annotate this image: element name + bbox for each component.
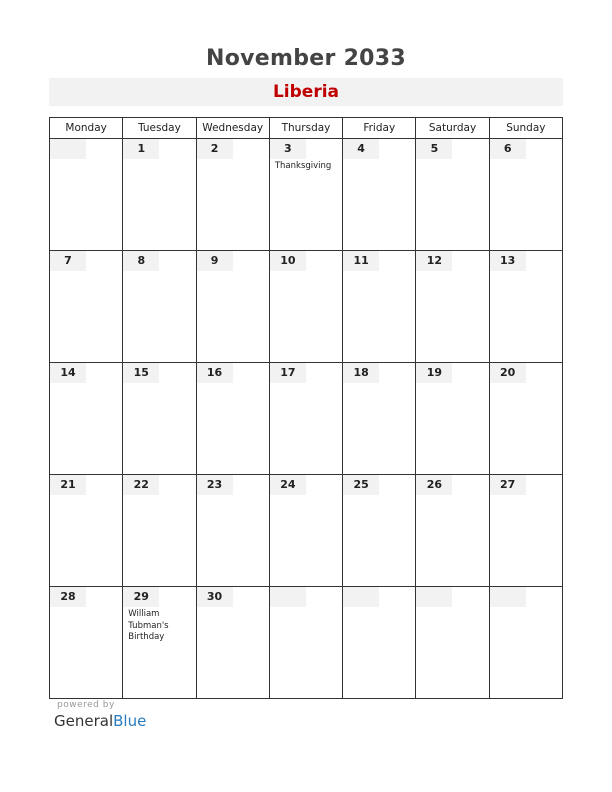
day-number: 2 [197, 139, 233, 159]
day-cell[interactable] [343, 251, 416, 363]
day-cell[interactable] [489, 587, 562, 699]
day-cell[interactable] [416, 139, 489, 251]
day-number: 10 [270, 251, 306, 271]
day-cell[interactable] [50, 475, 123, 587]
day-cell[interactable] [269, 475, 342, 587]
day-number: 13 [490, 251, 526, 271]
weekday-header-row [50, 118, 563, 139]
weekday-header-friday: Friday [343, 118, 416, 139]
day-cell[interactable] [123, 587, 196, 699]
day-number: 30 [197, 587, 233, 607]
day-cell[interactable] [196, 251, 269, 363]
day-number: 17 [270, 363, 306, 383]
day-cell[interactable] [489, 251, 562, 363]
holiday-label: Thanksgiving [274, 161, 332, 171]
week-row [50, 139, 563, 251]
day-number: 29 [123, 587, 159, 607]
day-cell[interactable] [196, 363, 269, 475]
country-banner [49, 78, 563, 106]
day-number: 23 [197, 475, 233, 495]
day-cell[interactable] [489, 475, 562, 587]
day-cell[interactable] [416, 587, 489, 699]
day-number [490, 587, 526, 607]
day-cell[interactable] [50, 587, 123, 699]
calendar-title: November 2033 [205, 46, 407, 71]
day-cell[interactable] [489, 363, 562, 475]
day-number: 7 [50, 251, 86, 271]
day-number [270, 587, 306, 607]
day-number [343, 587, 379, 607]
day-cell[interactable] [269, 363, 342, 475]
weekday-header-tuesday: Tuesday [123, 118, 196, 139]
day-cell[interactable] [416, 251, 489, 363]
brand-blue-text: Blue [113, 712, 147, 730]
powered-by-label: powered by [57, 700, 115, 710]
day-number: 12 [416, 251, 452, 271]
day-cell[interactable] [50, 363, 123, 475]
day-cell[interactable] [416, 475, 489, 587]
day-number: 24 [270, 475, 306, 495]
day-number: 1 [123, 139, 159, 159]
day-number [50, 139, 86, 159]
week-row [50, 251, 563, 363]
day-cell[interactable] [269, 251, 342, 363]
day-number: 28 [50, 587, 86, 607]
day-cell[interactable] [196, 475, 269, 587]
day-cell[interactable] [489, 139, 562, 251]
day-number: 8 [123, 251, 159, 271]
weekday-header-thursday: Thursday [269, 118, 342, 139]
week-row [50, 587, 563, 699]
weekday-header-wednesday: Wednesday [196, 118, 269, 139]
day-number: 20 [490, 363, 526, 383]
generalblue-logo[interactable] [54, 712, 146, 730]
day-cell[interactable] [123, 251, 196, 363]
day-number: 15 [123, 363, 159, 383]
day-number: 6 [490, 139, 526, 159]
day-number: 18 [343, 363, 379, 383]
calendar-body [50, 139, 563, 699]
country-name: Liberia [272, 82, 340, 102]
day-number: 19 [416, 363, 452, 383]
day-number: 25 [343, 475, 379, 495]
day-number: 11 [343, 251, 379, 271]
day-number [416, 587, 452, 607]
weekday-header-monday: Monday [50, 118, 123, 139]
week-row [50, 363, 563, 475]
day-number: 21 [50, 475, 86, 495]
day-cell[interactable] [343, 363, 416, 475]
day-number: 14 [50, 363, 86, 383]
brand-general-text: General [54, 712, 114, 730]
day-cell[interactable] [123, 139, 196, 251]
day-number: 27 [490, 475, 526, 495]
weekday-header-saturday: Saturday [416, 118, 489, 139]
day-cell[interactable] [343, 139, 416, 251]
day-number: 26 [416, 475, 452, 495]
day-cell[interactable] [343, 475, 416, 587]
day-number: 5 [416, 139, 452, 159]
day-cell[interactable] [343, 587, 416, 699]
day-cell[interactable] [123, 475, 196, 587]
holiday-label: William Tubman's Birthday [128, 609, 169, 642]
day-cell[interactable] [416, 363, 489, 475]
day-cell[interactable] [50, 251, 123, 363]
day-cell[interactable] [196, 139, 269, 251]
day-number: 4 [343, 139, 379, 159]
day-cell[interactable] [269, 587, 342, 699]
weekday-header-sunday: Sunday [489, 118, 562, 139]
day-number: 16 [197, 363, 233, 383]
day-cell[interactable] [269, 139, 342, 251]
calendar-grid [49, 117, 563, 699]
day-cell[interactable] [123, 363, 196, 475]
week-row [50, 475, 563, 587]
day-number: 9 [197, 251, 233, 271]
day-cell[interactable] [196, 587, 269, 699]
day-number: 3 [270, 139, 306, 159]
day-cell[interactable] [50, 139, 123, 251]
day-number: 22 [123, 475, 159, 495]
